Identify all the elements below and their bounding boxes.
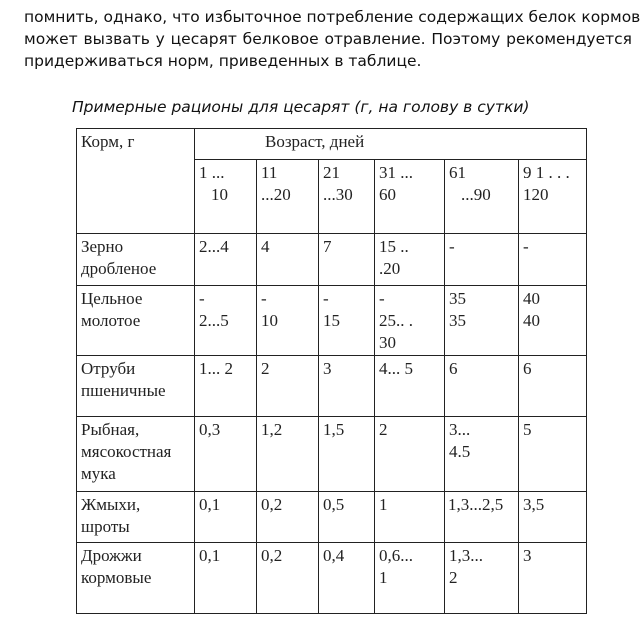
ration-cell — [319, 356, 375, 417]
age-column-header — [195, 160, 257, 234]
ration-value: 40 — [523, 289, 540, 308]
rations-table — [76, 128, 587, 614]
age-range-start: 21 — [323, 163, 340, 182]
ration-cell — [519, 543, 587, 614]
ration-cell — [519, 417, 587, 492]
age-range-end: ...20 — [261, 185, 291, 204]
ration-value: 3,5 — [523, 495, 545, 514]
ration-value: 0,6... — [379, 546, 413, 565]
ration-value: 1 — [379, 495, 388, 514]
ration-value: 0,2 — [261, 495, 283, 514]
feed-name-cell — [77, 417, 195, 492]
ration-value: 2 — [449, 568, 458, 587]
ration-cell — [319, 543, 375, 614]
age-column-header — [375, 160, 445, 234]
age-column-header — [319, 160, 375, 234]
ration-value: 0,2 — [261, 546, 283, 565]
ration-value: 10 — [261, 311, 278, 330]
age-range-start: 11 — [261, 163, 278, 182]
feed-name: Дрожжи — [81, 546, 142, 565]
ration-cell — [375, 234, 445, 286]
feed-name: мясокостная — [81, 442, 172, 461]
ration-value: - — [199, 289, 205, 308]
age-range-start: 1 ... — [199, 163, 225, 182]
feed-header: Корм, г — [81, 132, 135, 151]
ration-value: 3... — [449, 420, 471, 439]
ration-cell — [519, 492, 587, 543]
table-row — [77, 356, 587, 417]
age-column-header — [519, 160, 587, 234]
ration-value: 2...5 — [199, 311, 229, 330]
ration-cell — [257, 543, 319, 614]
ration-value: - — [261, 289, 267, 308]
ration-value: 1,3... — [449, 546, 483, 565]
age-column-header — [257, 160, 319, 234]
age-range-start: 61 — [449, 163, 466, 182]
ration-cell — [445, 286, 519, 356]
ration-value: 25.. . — [379, 311, 413, 330]
ration-value: 4.5 — [449, 442, 471, 461]
feed-name: Жмыхи, — [81, 495, 141, 514]
ration-cell — [445, 492, 519, 543]
ration-value: 5 — [523, 420, 532, 439]
feed-name: Рыбная, — [81, 420, 140, 439]
feed-name: молотое — [81, 311, 141, 330]
table-row — [77, 286, 587, 356]
ration-value: 2 — [379, 420, 388, 439]
ration-cell — [257, 356, 319, 417]
ration-cell — [257, 286, 319, 356]
ration-cell — [445, 417, 519, 492]
paragraph-line: помнить, однако, что избыточное потребление содержащих белок кормов — [24, 8, 641, 26]
ration-value: 35 — [449, 311, 466, 330]
ration-value: 1 — [379, 568, 388, 587]
ration-cell — [195, 286, 257, 356]
table-row — [77, 492, 587, 543]
body-paragraph — [24, 6, 641, 72]
table-row — [77, 543, 587, 614]
ration-value: - — [449, 237, 455, 256]
ration-value: 15 — [323, 311, 340, 330]
ration-cell — [257, 492, 319, 543]
ration-value: - — [523, 237, 529, 256]
ration-value: 3 — [323, 359, 332, 378]
age-range-end: 60 — [379, 185, 396, 204]
ration-cell — [519, 286, 587, 356]
ration-value: 0,3 — [199, 420, 221, 439]
ration-value: - — [379, 289, 385, 308]
ration-value: 40 — [523, 311, 540, 330]
feed-name: Зерно — [81, 237, 124, 256]
ration-cell — [319, 234, 375, 286]
paragraph-line: придерживаться норм, приведенных в таблице. — [24, 52, 422, 70]
ration-cell — [195, 417, 257, 492]
ration-cell — [519, 234, 587, 286]
table-caption: Примерные рационы для цесарят (г, на голову в сутки) — [72, 98, 530, 116]
ration-cell — [375, 356, 445, 417]
ration-value: 30 — [379, 333, 396, 352]
age-range-start: 31 ... — [379, 163, 413, 182]
ration-value: 0,5 — [323, 495, 345, 514]
ration-value: 35 — [449, 289, 466, 308]
table-row — [77, 234, 587, 286]
ration-value: 0,1 — [199, 546, 221, 565]
feed-name: Цельное — [81, 289, 143, 308]
ration-value: 0,4 — [323, 546, 345, 565]
ration-value: 6 — [523, 359, 532, 378]
feed-name: дробленое — [81, 259, 157, 278]
age-range-end: ...90 — [461, 185, 491, 204]
age-range-start: 9 1 . . . — [523, 163, 570, 182]
ration-value: 0,1 — [199, 495, 221, 514]
ration-value: 6 — [449, 359, 458, 378]
table-row — [77, 417, 587, 492]
ration-value: 7 — [323, 237, 332, 256]
feed-name-cell — [77, 492, 195, 543]
age-range-end: 10 — [211, 185, 228, 204]
ration-cell — [445, 356, 519, 417]
ration-cell — [519, 356, 587, 417]
ration-cell — [319, 492, 375, 543]
ration-cell — [257, 417, 319, 492]
ration-cell — [319, 286, 375, 356]
ration-cell — [375, 286, 445, 356]
feed-name: Отруби — [81, 359, 136, 378]
ration-value: 2...4 — [199, 237, 229, 256]
ration-value: 4 — [261, 237, 270, 256]
ration-cell — [375, 492, 445, 543]
feed-name: мука — [81, 464, 116, 483]
ration-cell — [195, 234, 257, 286]
ration-cell — [195, 492, 257, 543]
feed-name-cell — [77, 234, 195, 286]
ration-cell — [375, 417, 445, 492]
feed-name: шроты — [81, 517, 130, 536]
ration-cell — [319, 417, 375, 492]
ration-value: 4... 5 — [379, 359, 413, 378]
age-header: Возраст, дней — [265, 132, 365, 151]
ration-value: 1,5 — [323, 420, 345, 439]
age-range-end: ...30 — [323, 185, 353, 204]
feed-header-cell — [77, 129, 195, 234]
ration-cell — [445, 543, 519, 614]
ration-value: 15 .. — [379, 237, 409, 256]
header-row — [77, 129, 587, 160]
age-column-header — [445, 160, 519, 234]
age-header-cell — [195, 129, 587, 160]
ration-value: - — [323, 289, 329, 308]
paragraph-line: может вызвать у цесарят белковое отравление. Поэтому рекомендуется — [24, 30, 632, 48]
ration-value: 1... 2 — [199, 359, 233, 378]
ration-cell — [375, 543, 445, 614]
ration-cell — [195, 543, 257, 614]
ration-value: 2 — [261, 359, 270, 378]
ration-cell — [445, 234, 519, 286]
ration-value: 1,2 — [261, 420, 283, 439]
feed-name-cell — [77, 286, 195, 356]
ration-cell — [257, 234, 319, 286]
feed-name: пшеничные — [81, 381, 166, 400]
feed-name-cell — [77, 356, 195, 417]
ration-value: 1,3...2,5 — [448, 495, 504, 514]
ration-cell — [195, 356, 257, 417]
age-range-end: 120 — [523, 185, 549, 204]
ration-value: 3 — [523, 546, 532, 565]
ration-value: .20 — [379, 259, 401, 278]
feed-name-cell — [77, 543, 195, 614]
feed-name: кормовые — [81, 568, 152, 587]
